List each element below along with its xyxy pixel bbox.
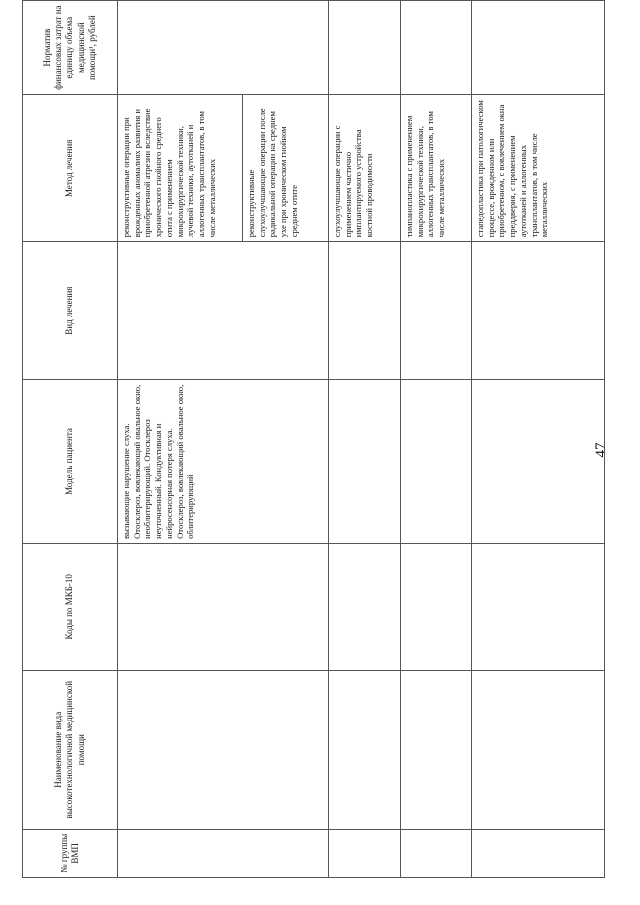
cell-vmp-name	[401, 670, 472, 829]
cell-treatment-type	[118, 242, 329, 380]
cell-icd-codes	[472, 543, 605, 670]
cell-vmp-name	[329, 670, 401, 829]
table-header-row	[23, 1, 118, 878]
cell-vmp-name	[118, 670, 329, 829]
cell-group-no	[401, 829, 472, 877]
cell-treatment-type	[472, 242, 605, 380]
table-row	[472, 1, 605, 878]
cell-treatment-method	[118, 95, 329, 242]
table-row	[118, 1, 329, 878]
cell-patient-model: вызывающие нарушение слуха. Отосклероз, вовлекающий овальное окно, необлитерирующий. Отосклероз неуточненный. Кондуктивная и нейросенсорная потеря слуха. Отосклероз, вовлекающий овальное окно, облитерирующий	[118, 380, 329, 544]
cell-treatment-method: стапедопластика при патологическом процессе, врожденном или приобретенном, с вовлечением окна преддверия, с применением аутотканей и аллогенных трансплантатов, в том числе металлических	[472, 95, 605, 242]
table-row	[401, 1, 472, 878]
header-vmp-name: Наименование вида высокотехнологичной медицинской помощи	[23, 670, 118, 829]
cell-group-no	[472, 829, 605, 877]
table-row	[329, 1, 401, 878]
header-cost-norm: Норматив финансовых затрат на единицу объема медицинской помощи¹, рублей	[23, 1, 118, 95]
page-number: 47	[593, 442, 609, 458]
header-treatment-type: Вид лечения	[23, 242, 118, 380]
cell-patient-model	[401, 380, 472, 544]
cell-treatment-method: тимпанопластика с применением микрохирургической техники, аллогенных трансплантатов, в том числе металлических	[401, 95, 472, 242]
cell-group-no	[118, 829, 329, 877]
cell-group-no	[329, 829, 401, 877]
cell-cost-norm	[401, 1, 472, 95]
cell-cost-norm	[329, 1, 401, 95]
cell-icd-codes	[118, 543, 329, 670]
cell-icd-codes	[401, 543, 472, 670]
header-patient-model: Модель пациента	[23, 380, 118, 544]
vmp-table	[22, 0, 605, 878]
cell-patient-model	[329, 380, 401, 544]
header-group-no: № группы ВМП	[23, 829, 118, 877]
cell-treatment-type	[401, 242, 472, 380]
cell-cost-norm	[118, 1, 329, 95]
header-icd-codes: Коды по МКБ-10	[23, 543, 118, 670]
cell-treatment-method: слухоулучшающие операции с применением частично имплантируемого устройства костной проводимости	[329, 95, 401, 242]
treatment-method-text-extra: реконструктивные слухоулучшающие операции после радикальной операции на среднем ухе при хроническом гнойном среднем отите	[242, 95, 303, 241]
cell-patient-model	[472, 380, 605, 544]
treatment-method-text: реконструктивные операции при врожденных аномалиях развития и приобретенной атрезии вследствие хронического гнойного среднего отита с применением микрохирургической техники, лучевой техники, аутотканей и аллогенных трансплантатов, в том числе металлических	[121, 108, 217, 238]
header-treatment-method: Метод лечения	[23, 95, 118, 242]
cell-vmp-name	[472, 670, 605, 829]
cell-icd-codes	[329, 543, 401, 670]
cell-cost-norm	[472, 1, 605, 95]
cell-treatment-type	[329, 242, 401, 380]
